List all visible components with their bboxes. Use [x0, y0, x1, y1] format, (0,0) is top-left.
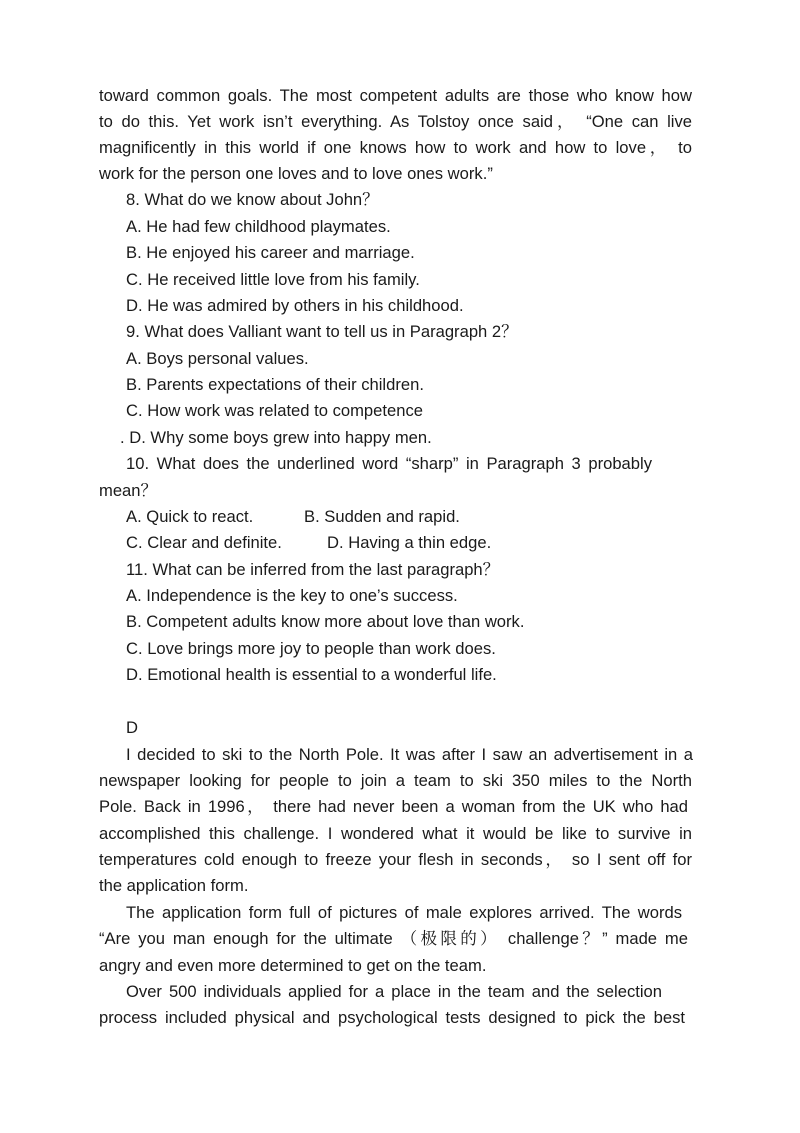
question-10-option-b: B. Sudden and rapid. — [304, 507, 460, 526]
passage-c-line: to do this. Yet work isn’t everything. As Tolstoy once said， “One can live — [99, 112, 692, 131]
question-9-option-a: A. Boys personal values. — [126, 349, 309, 368]
question-11-option-a: A. Independence is the key to one’s success. — [126, 586, 458, 605]
question-11-stem: 11. What can be inferred from the last paragraph？ — [126, 560, 500, 579]
passage-d-para3-line: process included physical and psychological tests designed to pick the best — [99, 1008, 685, 1027]
passage-d-para1-line: temperatures cold enough to freeze your flesh in seconds， so I sent off for — [99, 850, 692, 869]
passage-c-line: work for the person one loves and to love ones work.” — [99, 164, 493, 183]
passage-d-para2-line: angry and even more determined to get on the team. — [99, 956, 487, 975]
question-11-option-d: D. Emotional health is essential to a wonderful life. — [126, 665, 497, 684]
question-9-option-c: C. How work was related to competence — [126, 401, 423, 420]
passage-d-para3-line: Over 500 individuals applied for a place in the team and the selection — [126, 982, 662, 1001]
question-11-option-c: C. Love brings more joy to people than work does. — [126, 639, 496, 658]
question-8-option-c: C. He received little love from his family. — [126, 270, 420, 289]
question-10-stem-continued: mean？ — [99, 481, 158, 500]
question-11-option-b: B. Competent adults know more about love than work. — [126, 612, 525, 631]
passage-d-para1-line: newspaper looking for people to join a team to ski 350 miles to the North — [99, 771, 692, 790]
question-8-option-b: B. He enjoyed his career and marriage. — [126, 243, 415, 262]
passage-d-para1-line: accomplished this challenge. I wondered what it would be like to survive in — [99, 824, 692, 843]
question-9-stem: 9. What does Valliant want to tell us in Paragraph 2？ — [126, 322, 518, 341]
question-8-option-d: D. He was admired by others in his childhood. — [126, 296, 464, 315]
question-10-option-d: D. Having a thin edge. — [327, 533, 492, 552]
question-10-stem: 10. What does the underlined word “sharp” in Paragraph 3 probably — [126, 454, 652, 473]
question-8-stem: 8. What do we know about John？ — [126, 190, 379, 209]
passage-d-para1-line: Pole. Back in 1996， there had never been a woman from the UK who had — [99, 797, 688, 816]
question-9-option-b: B. Parents expectations of their children. — [126, 375, 424, 394]
passage-d-para2-line: “Are you man enough for the ultimate （极限的） challenge？” made me — [99, 929, 688, 948]
passage-d-para1-line: I decided to ski to the North Pole. It was after I saw an advertisement in a — [126, 745, 693, 764]
question-9-option-d: . D. Why some boys grew into happy men. — [120, 428, 432, 447]
passage-c-line: toward common goals. The most competent adults are those who know how — [99, 86, 692, 105]
question-10-option-a: A. Quick to react. — [126, 507, 254, 526]
passage-d-heading: D — [126, 718, 138, 737]
passage-c-line: magnificently in this world if one knows how to work and how to love， to — [99, 138, 692, 157]
passage-d-para1-line: the application form. — [99, 876, 249, 895]
question-10-option-c: C. Clear and definite. — [126, 533, 282, 552]
question-8-option-a: A. He had few childhood playmates. — [126, 217, 391, 236]
passage-d-para2-line: The application form full of pictures of male explores arrived. The words — [126, 903, 682, 922]
